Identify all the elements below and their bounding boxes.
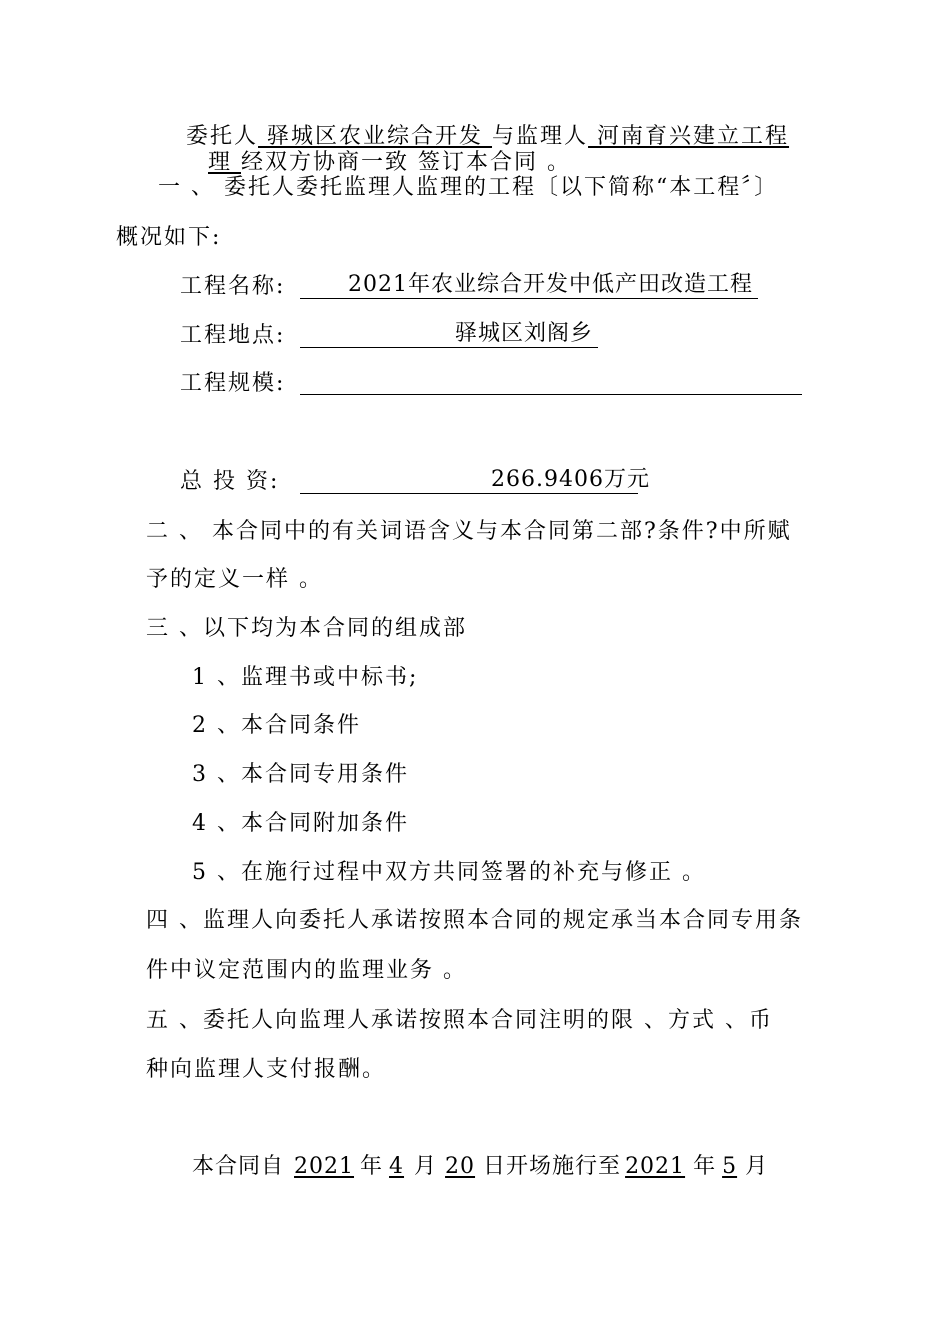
term-year-char-1: 年	[360, 1154, 384, 1179]
term-end-month: 5	[722, 1154, 738, 1179]
term-start-day: 20	[445, 1154, 476, 1179]
project-scale-underline	[300, 366, 802, 395]
section3-item-1: 1 、监理书或中标书;	[192, 665, 419, 690]
project-location-value: 驿城区刘阁乡	[455, 321, 594, 346]
section4-line-2: 件中议定范围内的监理业务 。	[146, 958, 467, 983]
section3-item-2: 2 、本合同条件	[192, 713, 361, 738]
term-month-char-2: 月	[745, 1154, 769, 1179]
intro-mid: 与监理人	[492, 124, 589, 149]
section5-line-1: 五 、委托人向监理人承诺按照本合同注明的限 、方式 、币	[146, 1008, 773, 1033]
project-scale-label: 工程规模:	[180, 371, 286, 396]
term-start-year: 2021	[294, 1154, 355, 1179]
intro-prefix: 委托人	[186, 124, 259, 149]
term-end-year: 2021	[625, 1154, 686, 1179]
investment-label: 总 投 资:	[180, 469, 280, 494]
project-location-label: 工程地点:	[180, 323, 286, 348]
contract-term-line	[192, 1152, 768, 1182]
section5-line-2: 种向监理人支付报酬。	[146, 1057, 387, 1082]
client-name: 驿城区农业综合开发	[258, 124, 493, 149]
section3-item-5: 5 、在施行过程中双方共同签署的补充与修正 。	[192, 860, 706, 885]
section2-line-1: 二 、 本合同中的有关词语含义与本合同第二部?条件?中所赋	[146, 519, 792, 544]
section3-item-4: 4 、本合同附加条件	[192, 811, 409, 836]
term-year-char-2: 年	[693, 1154, 717, 1179]
section3-item-3: 3 、本合同专用条件	[192, 762, 409, 787]
section1-line-1: 一 、 委托人委托监理人监理的工程〔以下简称“本工程〞〕	[158, 175, 779, 200]
term-month-char-1: 月	[414, 1154, 438, 1179]
term-day-char: 日开场施行至	[483, 1154, 622, 1179]
investment-value: 266.9406万元	[491, 467, 650, 492]
section4-line-1: 四 、监理人向委托人承诺按照本合同的规定承当本合同专用条	[146, 908, 803, 933]
section1-line-2: 概况如下:	[116, 225, 222, 250]
section2-line-2: 予的定义一样 。	[146, 567, 323, 592]
term-start-month: 4	[389, 1154, 405, 1179]
intro-suffix: 经双方协商一致 签订本合同 。	[241, 150, 571, 175]
term-prefix: 本合同自	[192, 1154, 285, 1179]
supervisor-name: 河南育兴建立工程	[588, 124, 790, 149]
project-name-value: 2021年农业综合开发中低产田改造工程	[348, 272, 753, 297]
project-name-label: 工程名称:	[180, 274, 286, 299]
section3-heading: 三 、以下均为本合同的组成部	[146, 616, 467, 641]
supervisor-name-cont: 理	[208, 150, 241, 175]
